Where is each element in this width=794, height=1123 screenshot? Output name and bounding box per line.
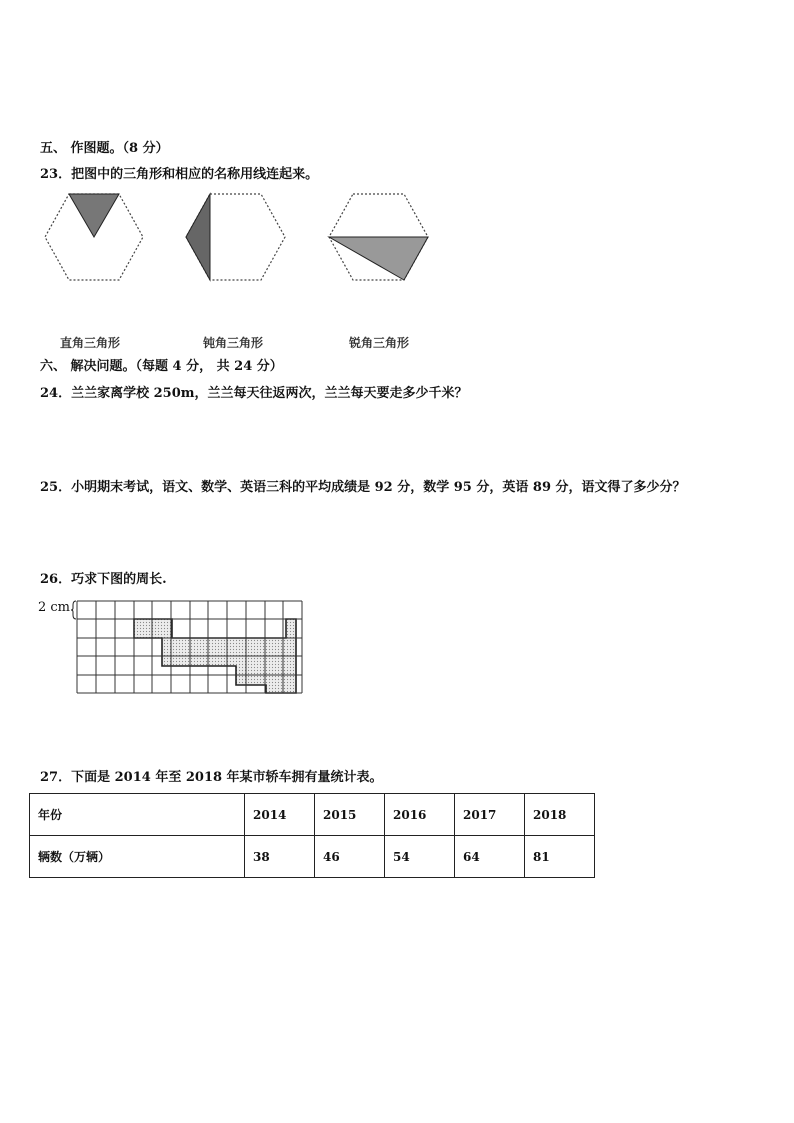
table-row-counts [30,836,595,878]
count-cell: 38 [245,836,315,878]
label-right-triangle[interactable]: 直角三角形 [60,336,121,350]
perimeter-grid-figure [70,600,310,700]
section-6-heading: 六、 解决问题。（每题 4 分， 共 24 分） [40,359,283,374]
count-cell: 81 [525,836,595,878]
section-5-heading: 五、 作图题。（8 分） [40,141,169,156]
question-26-prompt: 26．巧求下图的周长. [40,572,167,587]
table-row-years [30,794,595,836]
count-cell: 64 [455,836,525,878]
count-cell: 54 [385,836,455,878]
question-27-prompt: 27．下面是 2014 年至 2018 年某市轿车拥有量统计表。 [40,770,383,785]
car-ownership-table [29,793,595,878]
grid-scale-label: 2 cm [38,600,71,615]
label-acute-triangle[interactable]: 锐角三角形 [349,336,410,350]
question-25-prompt: 25．小明期末考试，语文、数学、英语三科的平均成绩是 92 分，数学 95 分，英语 89 分，语文得了多少分？ [40,480,686,495]
question-24-prompt: 24．兰兰家离学校 250m，兰兰每天往返两次，兰兰每天要走多少千米？ [40,386,468,401]
year-cell: 2016 [385,794,455,836]
row-header-year: 年份 [30,794,245,836]
hexagon-figure-2 [186,194,285,280]
year-cell: 2017 [455,794,525,836]
hexagon-figure-3 [329,194,428,280]
question-23-prompt: 23．把图中的三角形和相应的名称用线连起来。 [40,167,319,182]
triangle-figures [0,188,794,348]
hexagon-figure-1 [45,194,143,280]
label-obtuse-triangle[interactable]: 钝角三角形 [203,336,264,350]
count-cell: 46 [315,836,385,878]
year-cell: 2015 [315,794,385,836]
year-cell: 2014 [245,794,315,836]
brace-mark [71,601,76,619]
year-cell: 2018 [525,794,595,836]
row-header-count: 辆数（万辆） [30,836,245,878]
